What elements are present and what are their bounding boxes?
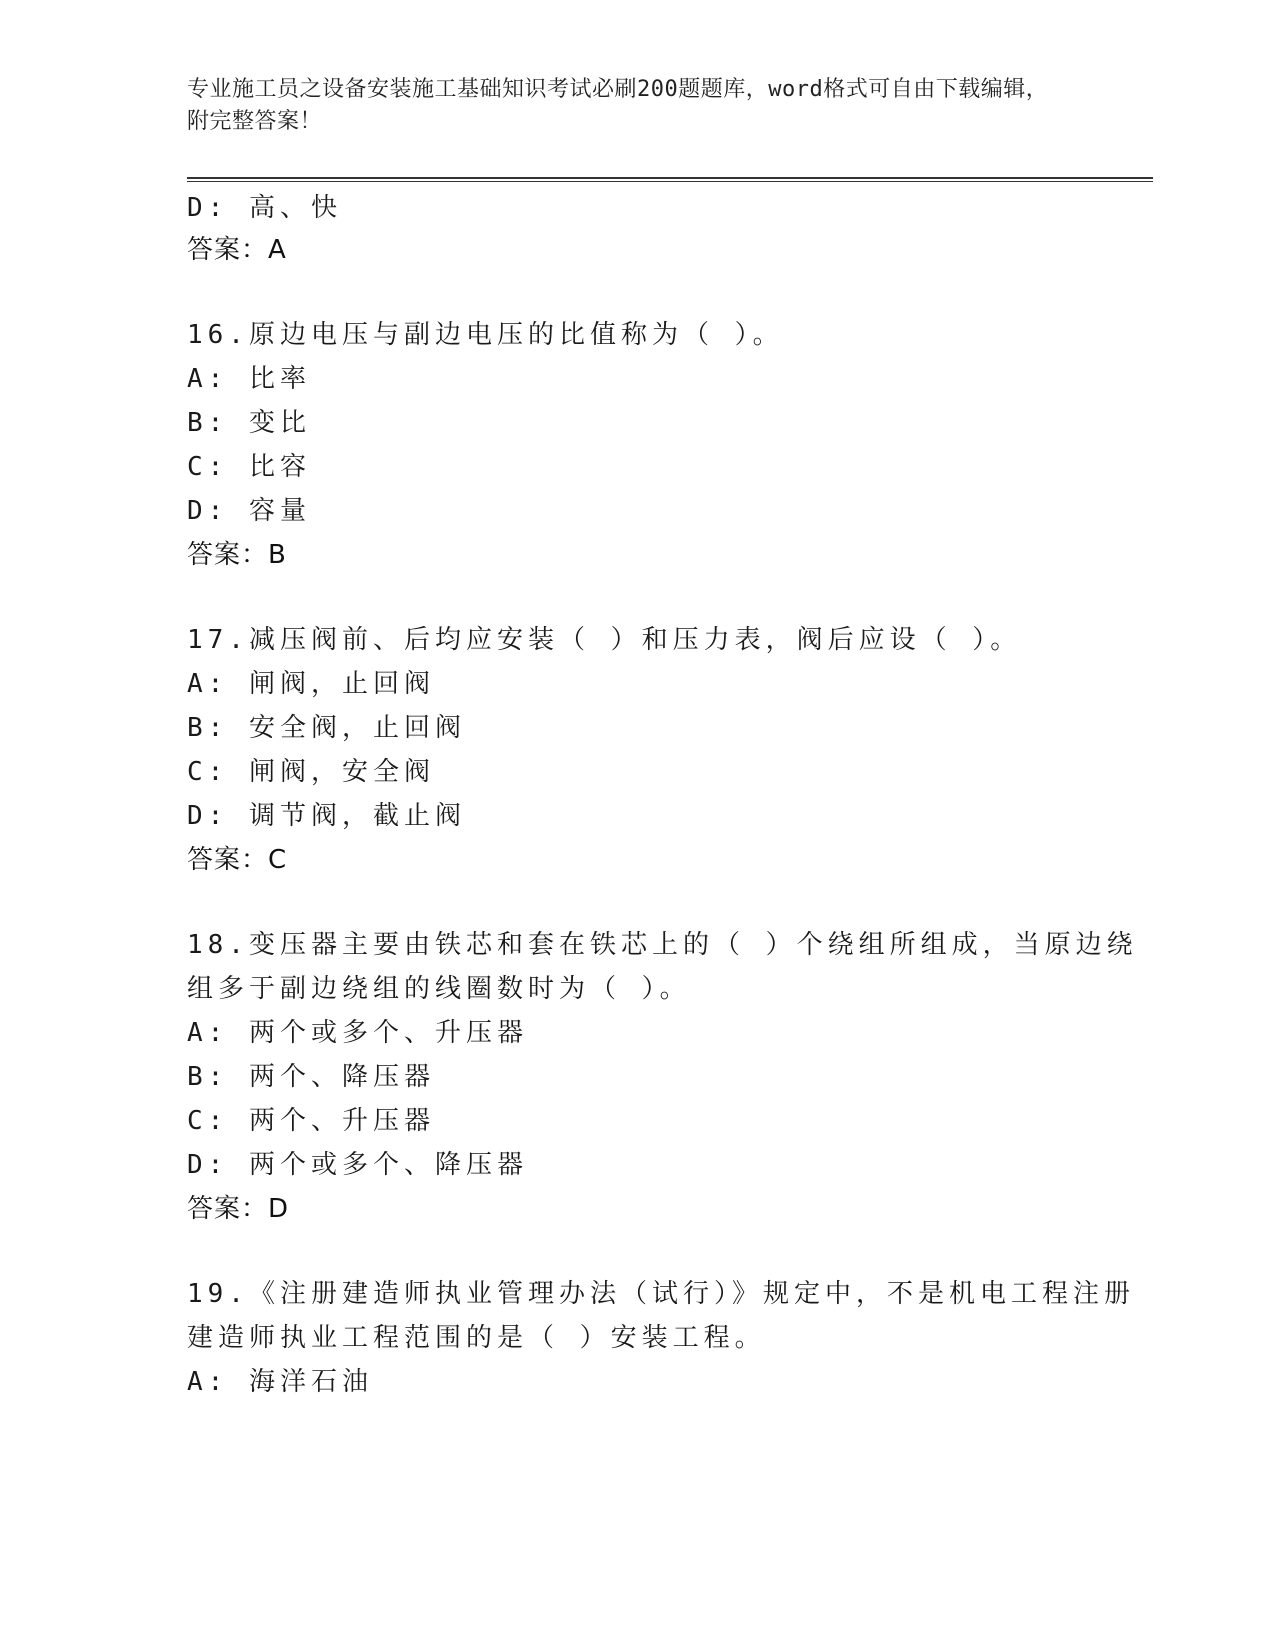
question-18-stem-line-1: 18.变压器主要由铁芯和套在铁芯上的（ ）个绕组所组成，当原边绕 [187, 930, 1138, 960]
question-19-stem-line-2: 建造师执业工程范围的是（ ）安装工程。 [187, 1323, 766, 1353]
question-16-stem: 16.原边电压与副边电压的比值称为（ ）。 [187, 320, 784, 350]
question-19-option-a: A: 海洋石油 [187, 1367, 373, 1397]
question-16-option-d: D: 容量 [187, 496, 311, 526]
question-17-option-c: C: 闸阀，安全阀 [187, 757, 435, 787]
answer-label: 答案：A [187, 235, 287, 265]
question-18-option-a: A: 两个或多个、升压器 [187, 1018, 528, 1048]
header-divider [187, 177, 1153, 182]
question-19-stem-line-1: 19.《注册建造师执业管理办法（试行）》规定中，不是机电工程注册 [187, 1279, 1135, 1309]
question-16-option-b: B: 变比 [187, 408, 311, 438]
question-17-option-b: B: 安全阀，止回阀 [187, 713, 466, 743]
question-18-answer: 答案：D [187, 1194, 290, 1224]
option-d: D: 高、快 [187, 193, 342, 223]
question-16-option-c: C: 比容 [187, 452, 311, 482]
question-16-option-a: A: 比率 [187, 364, 311, 394]
question-16-answer: 答案：B [187, 540, 287, 570]
question-18-stem-line-2: 组多于副边绕组的线圈数时为（ ）。 [187, 974, 691, 1004]
question-17-option-a: A: 闸阀，止回阀 [187, 669, 435, 699]
question-17-answer: 答案：C [187, 845, 288, 875]
question-18-option-b: B: 两个、降压器 [187, 1062, 435, 1092]
question-18-option-c: C: 两个、升压器 [187, 1106, 435, 1136]
page-header-title: 专业施工员之设备安装施工基础知识考试必刷200题题库，word格式可自由下载编辑，附完整答案！ [187, 77, 1049, 134]
question-17-stem: 17.减压阀前、后均应安装（ ）和压力表，阀后应设（ ）。 [187, 625, 1022, 655]
question-17-option-d: D: 调节阀，截止阀 [187, 801, 466, 831]
question-18-option-d: D: 两个或多个、降压器 [187, 1150, 528, 1180]
